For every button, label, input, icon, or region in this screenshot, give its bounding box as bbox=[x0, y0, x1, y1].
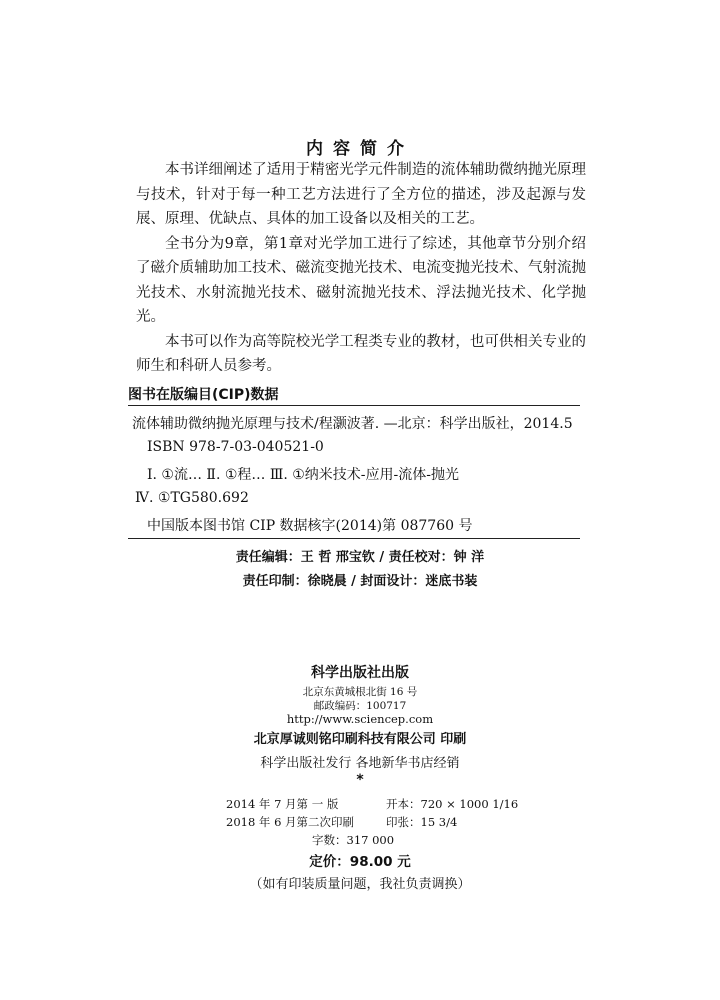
summary-paragraph-2: 全书分为9章，第1章对光学加工进行了综述，其他章节分别介绍了磁介质辅助加工技术、磁流变抛光技术、电流变抛光技术、气射流抛光技术、水射流抛光技术、磁射流抛光技术、浮法抛光技术、化学抛光。 bbox=[136, 235, 586, 325]
word-count: 字数：317 000 bbox=[312, 833, 395, 847]
cip-line-record: 中国版本图书馆 CIP 数据核字(2014)第 087760 号 bbox=[147, 518, 473, 534]
price: 定价：98.00 元 bbox=[309, 854, 411, 870]
first-edition: 2014 年 7 月第 一 版 bbox=[226, 797, 339, 811]
publisher-address: 北京东黄城根北街 16 号 bbox=[302, 686, 418, 698]
separator-star: * bbox=[356, 772, 364, 788]
edition-row-1 bbox=[226, 796, 518, 812]
summary-title: 内容简介 bbox=[306, 139, 414, 159]
staff-printing: 责任印制：徐晓晨 / 封面设计：迷底书装 bbox=[242, 574, 478, 589]
edition-row-2 bbox=[226, 814, 457, 830]
cip-bottom-rule bbox=[128, 538, 580, 539]
cip-header: 图书在版编目(CIP)数据 bbox=[128, 387, 279, 403]
publisher-name: 科学出版社出版 bbox=[311, 665, 409, 681]
quality-notice: （如有印装质量问题，我社负责调换） bbox=[249, 877, 471, 892]
second-printing: 2018 年 6 月第二次印刷 bbox=[226, 815, 355, 829]
cip-top-rule bbox=[128, 405, 580, 406]
staff-editors: 责任编辑：王 哲 邢宝钦 / 责任校对：钟 洋 bbox=[235, 550, 485, 565]
cip-line-isbn: ISBN 978-7-03-040521-0 bbox=[147, 439, 324, 455]
summary-body bbox=[136, 158, 586, 379]
book-format: 开本：720 × 1000 1/16 bbox=[386, 797, 519, 811]
summary-paragraph-3: 本书可以作为高等院校光学工程类专业的教材，也可供相关专业的师生和科研人员参考。 bbox=[136, 333, 586, 374]
publisher-url: http://www.sciencep.com bbox=[286, 712, 434, 726]
cip-line-tg: Ⅳ. ①TG580.692 bbox=[135, 490, 249, 506]
publisher-postcode: 邮政编码：100717 bbox=[313, 700, 407, 712]
distribution-line: 科学出版社发行 各地新华书店经销 bbox=[260, 756, 460, 771]
cip-line-title: 流体辅助微纳抛光原理与技术/程灏波著. —北京：科学出版社，2014.5 bbox=[132, 416, 573, 432]
cip-line-classification: Ⅰ. ①流… Ⅱ. ①程… Ⅲ. ①纳米技术-应用-流体-抛光 bbox=[147, 467, 459, 483]
printed-sheets: 印张：15 3/4 bbox=[386, 815, 458, 829]
printer-line: 北京厚诚则铭印刷科技有限公司 印刷 bbox=[253, 732, 467, 747]
summary-paragraph-1: 本书详细阐述了适用于精密光学元件制造的流体辅助微纳抛光原理与技术，针对于每一种工艺方法进行了全方位的描述，涉及起源与发展、原理、优缺点、具体的加工设备以及相关的工艺。 bbox=[136, 162, 586, 227]
